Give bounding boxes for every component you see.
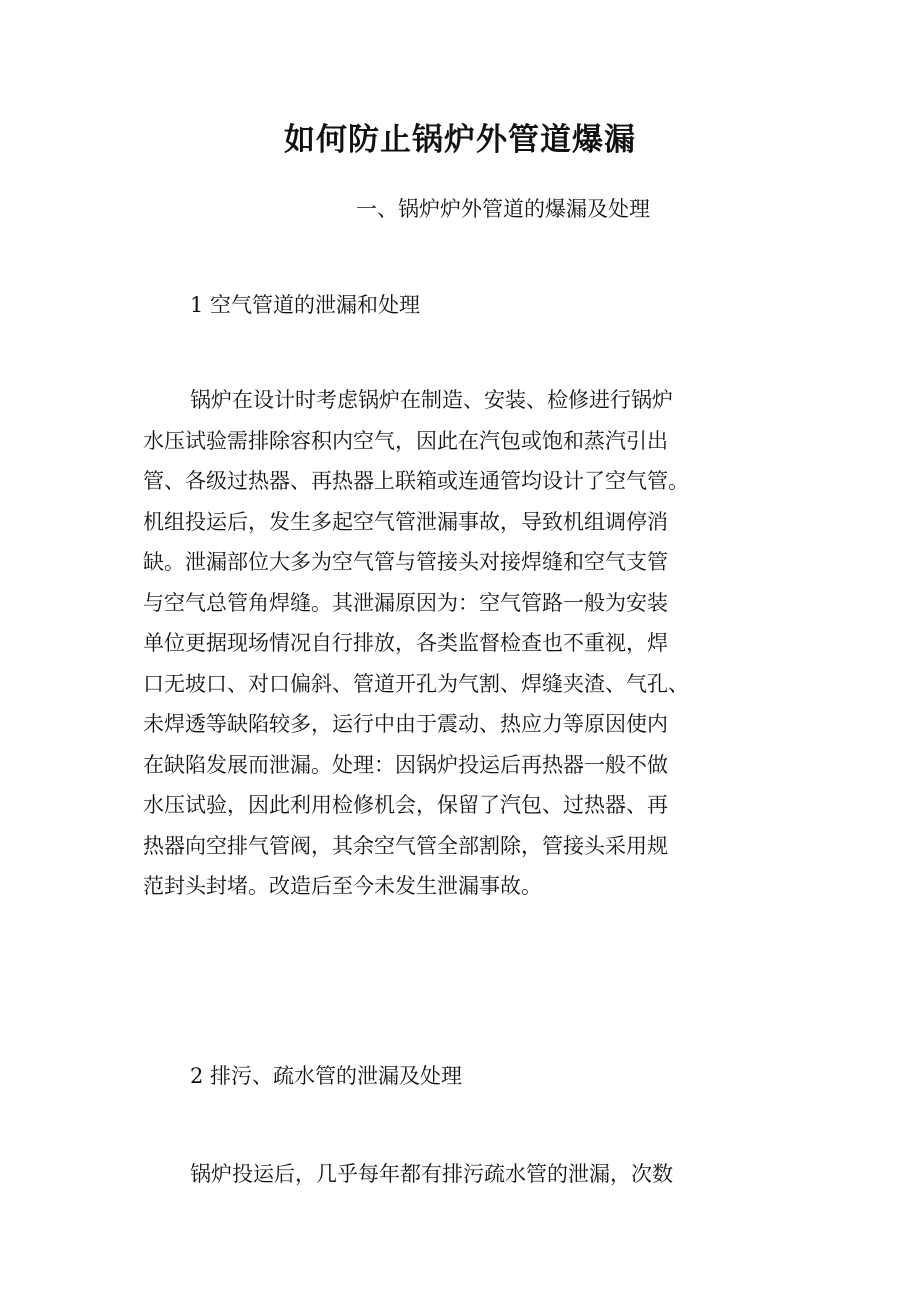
- paragraph-air-pipe: [143, 380, 783, 907]
- paragraph-line: 缺。泄漏部位大多为空气管与管接头对接焊缝和空气支管: [143, 550, 668, 574]
- paragraph-line: 机组投运后，发生多起空气管泄漏事故，导致机组调停消: [143, 509, 668, 534]
- subheading-drain-pipe: 2 排污、疏水管的泄漏及处理: [190, 1064, 463, 1088]
- paragraph-line: 单位更据现场情况自行排放，各类监督检查也不重视，焊: [143, 631, 668, 655]
- paragraph-line: 在缺陷发展而泄漏。处理：因锅炉投运后再热器一般不做: [143, 752, 668, 777]
- paragraph-drain-pipe: [143, 1154, 783, 1195]
- paragraph-line: 口无坡口、对口偏斜、管道开孔为气割、焊缝夹渣、气孔、: [143, 671, 689, 696]
- subheading-air-pipe: 1 空气管道的泄漏和处理: [190, 293, 421, 317]
- section-heading: 一、锅炉炉外管道的爆漏及处理: [356, 197, 650, 221]
- paragraph-line: 水压试验需排除容积内空气，因此在汽包或饱和蒸汽引出: [143, 428, 668, 453]
- paragraph-line: 范封头封堵。改造后至今未发生泄漏事故。: [143, 874, 542, 898]
- document-title: 如何防止锅炉外管道爆漏: [284, 122, 636, 158]
- paragraph-line: 水压试验，因此利用检修机会，保留了汽包、过热器、再: [143, 793, 668, 817]
- paragraph-line: 与空气总管角焊缝。其泄漏原因为：空气管路一般为安装: [143, 590, 668, 615]
- paragraph-line: 锅炉在设计时考虑锅炉在制造、安装、检修进行锅炉: [190, 388, 673, 412]
- paragraph-line: 管、各级过热器、再热器上联箱或连通管均设计了空气管。: [143, 469, 689, 493]
- paragraph-line: 热器向空排气管阀，其余空气管全部割除，管接头采用规: [143, 833, 668, 858]
- paragraph-line: 未焊透等缺陷较多，运行中由于震动、热应力等原因使内: [143, 712, 668, 736]
- paragraph-line: 锅炉投运后，几乎每年都有排污疏水管的泄漏，次数: [190, 1162, 673, 1186]
